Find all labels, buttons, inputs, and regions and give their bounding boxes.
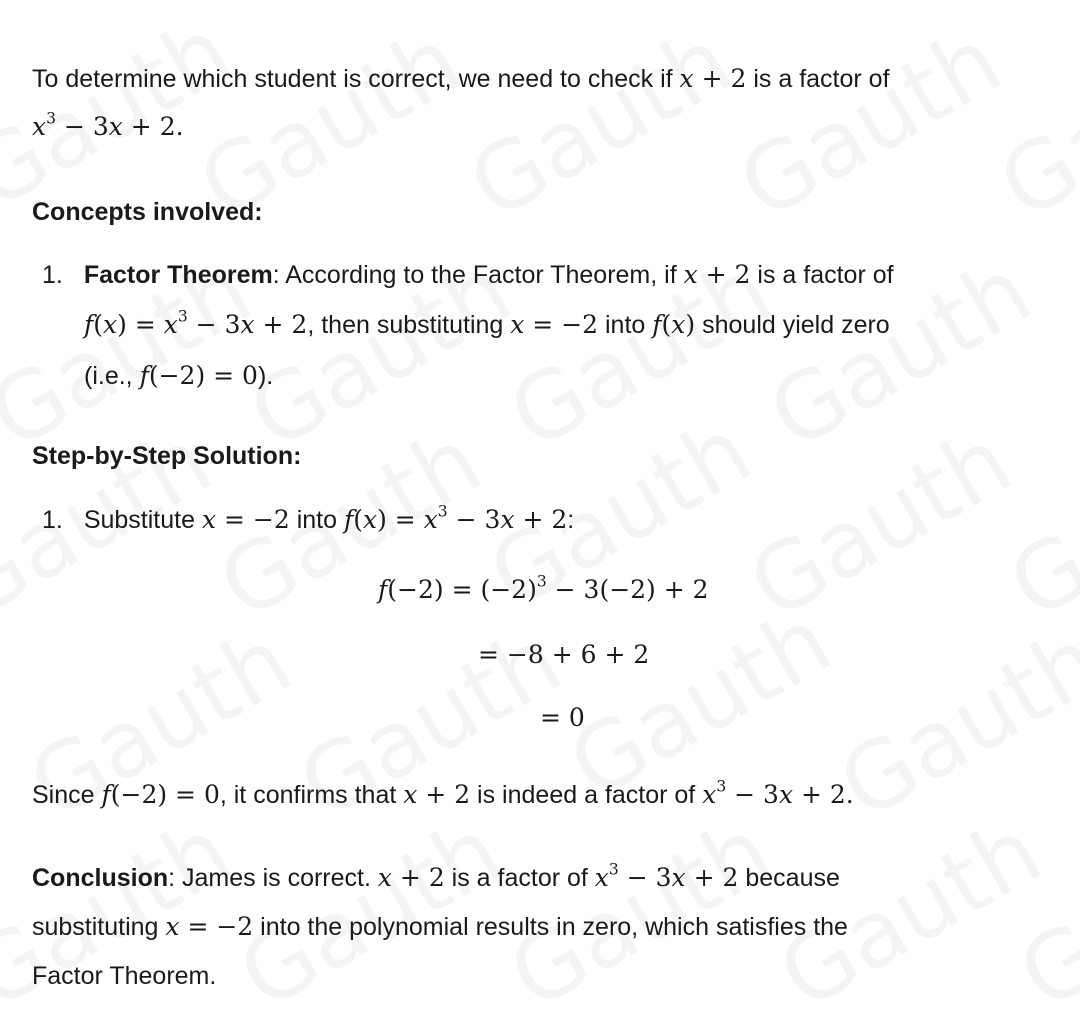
watermark (732, 407, 1028, 640)
step-text: into (289, 506, 344, 534)
equation-line-1 (378, 572, 709, 605)
watermark (1002, 797, 1080, 1030)
solution-heading: Step-by-Step Solution: (32, 442, 302, 470)
conclusion-line-1 (32, 860, 840, 893)
substitution-expression: x = −2 (510, 310, 599, 339)
equation-line-2 (478, 640, 649, 670)
concept-item-line-2 (84, 307, 890, 340)
watermark (982, 7, 1080, 240)
factor-expression: x + 2 (679, 64, 747, 93)
intro-text: To determine which student is correct, we need to check if (32, 65, 680, 93)
equation: = −8 + 6 + 2 (478, 640, 650, 669)
since-text: Since (32, 781, 102, 809)
step-text: : (567, 506, 575, 534)
concept-text: into (598, 311, 653, 339)
function-definition: $f(x) = x^3 - 3x + 2$ (84, 307, 308, 339)
conclusion-label: Conclusion (32, 864, 169, 892)
function-definition: $f(x) = x^3 - 3x + 2$ (343, 502, 568, 534)
concept-text: , then substituting (307, 311, 511, 339)
watermark (452, 7, 748, 240)
substitution-expression: x = −2 (201, 505, 290, 534)
zero-condition: f(−2) = 0 (139, 361, 258, 390)
conclusion-text: substituting (32, 913, 166, 941)
polynomial-expression: $x^3 - 3x + 2$. (702, 777, 854, 809)
watermark (822, 607, 1080, 840)
factor-expression: x + 2 (403, 780, 471, 809)
since-line (32, 777, 854, 810)
concept-text: should yield zero (695, 311, 890, 339)
conclusion-text: is a factor of (444, 864, 595, 892)
since-text: is indeed a factor of (470, 781, 703, 809)
conclusion-line-3: Factor Theorem. (32, 962, 217, 990)
watermark (722, 7, 1018, 240)
conclusion-text: because (738, 864, 840, 892)
step-text: Substitute (83, 506, 202, 534)
factor-expression: x + 2 (377, 863, 445, 892)
equation: = 0 (540, 703, 585, 732)
factor-expression: x + 2 (683, 260, 751, 289)
conclusion-text: : James is correct. (168, 864, 378, 892)
conclusion-line-2 (32, 912, 848, 942)
polynomial-expression: $x^3 - 3x + 2$ (594, 860, 739, 892)
concept-item-line-1 (42, 260, 894, 290)
solution-step-1 (42, 502, 575, 535)
concept-text: : According to the Factor Theorem, if (272, 261, 684, 289)
equation: $f(-2) = (-2)^3 - 3(-2) + 2$ (378, 572, 709, 604)
since-text: , it confirms that (219, 781, 404, 809)
conclusion-text: into the polynomial results in zero, which satisfies the (253, 913, 848, 941)
concept-text: (i.e., (84, 362, 140, 390)
equation-line-3 (540, 703, 585, 733)
concept-text: is a factor of (750, 261, 894, 289)
intro-line-1 (32, 64, 890, 94)
zero-condition: f(−2) = 0 (101, 780, 220, 809)
list-number: 1. (42, 506, 63, 534)
concepts-heading: Concepts involved: (32, 198, 263, 226)
concept-item-line-3 (84, 361, 273, 391)
intro-text: is a factor of (746, 65, 890, 93)
watermark (992, 407, 1080, 640)
intro-line-2 (32, 109, 184, 142)
concept-text: ). (257, 362, 274, 390)
list-number: 1. (42, 261, 63, 289)
polynomial-expression: $x^3 - 3x + 2$. (32, 109, 184, 141)
function-expression: f(x) (652, 310, 696, 339)
concept-term: Factor Theorem (83, 261, 273, 289)
substitution-expression: x = −2 (165, 912, 254, 941)
